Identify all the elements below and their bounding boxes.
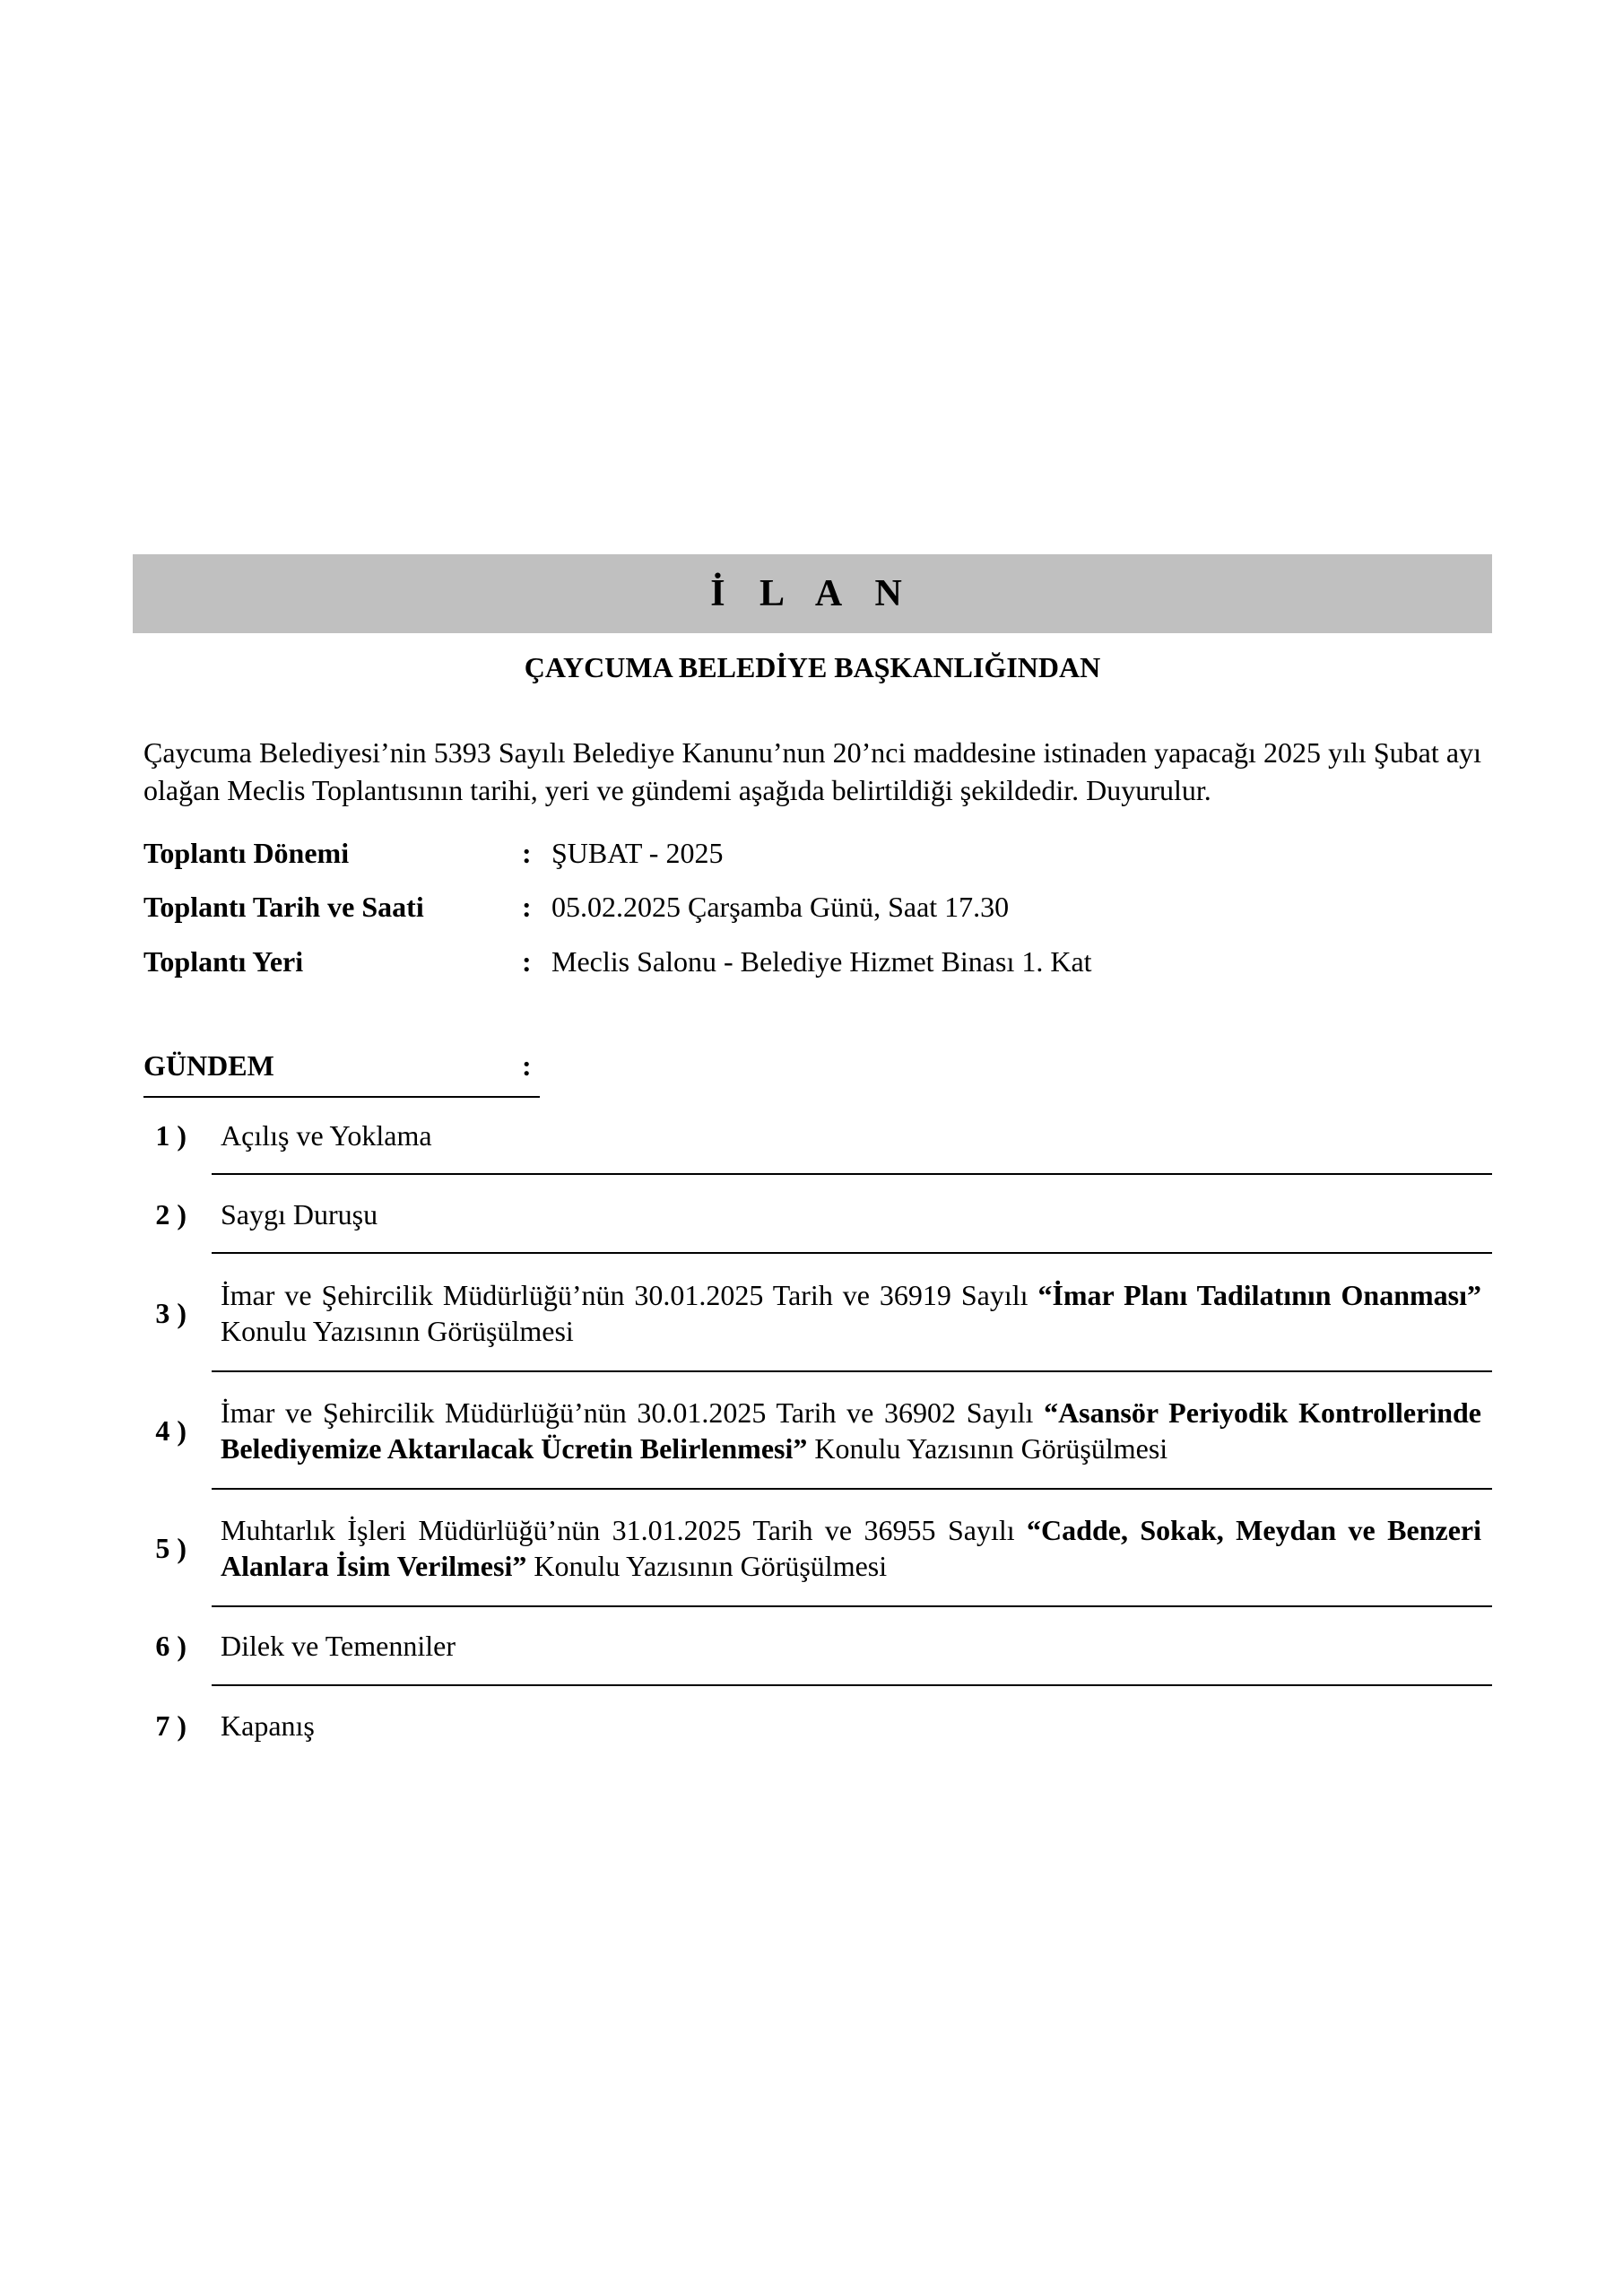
agenda-item-number: 3 ): [155, 1297, 187, 1329]
agenda-divider: [212, 1252, 1492, 1254]
agenda-item-subject: “İmar Planı Tadilatının Onanması”: [1037, 1279, 1482, 1311]
title-bar: [133, 554, 1492, 633]
agenda-item-text: [221, 1395, 1481, 1466]
meeting-period-colon: :: [522, 837, 532, 869]
meeting-date-value: 05.02.2025 Çarşamba Günü, Saat 17.30: [551, 891, 1010, 923]
agenda-item-number: 2 ): [155, 1198, 187, 1231]
meeting-period-value: ŞUBAT - 2025: [551, 837, 724, 869]
organization-heading: ÇAYCUMA BELEDİYE BAŞKANLIĞINDAN: [524, 651, 1101, 683]
agenda-divider: [212, 1605, 1492, 1607]
meeting-date-label: Toplantı Tarih ve Saati: [143, 891, 424, 923]
agenda-item-number: 4 ): [155, 1414, 187, 1447]
agenda-item-number: 1 ): [155, 1119, 187, 1152]
agenda-item-text-pre: İmar ve Şehircilik Müdürlüğü’nün 30.01.2025 Tarih ve 36919 Sayılı: [221, 1279, 1038, 1311]
agenda-item-number: 5 ): [155, 1532, 187, 1564]
meeting-date-colon: :: [522, 891, 532, 923]
agenda-heading-label: GÜNDEM: [143, 1049, 274, 1082]
agenda-item-number: 7 ): [155, 1709, 187, 1742]
agenda-item-text-pre: Muhtarlık İşleri Müdürlüğü’nün 31.01.2025 Tarih ve 36955 Sayılı: [221, 1514, 1028, 1546]
meeting-place-value: Meclis Salonu - Belediye Hizmet Binası 1. Kat: [551, 945, 1092, 978]
page-title: İ L A N: [710, 573, 915, 614]
agenda-divider: [212, 1684, 1492, 1686]
meeting-place-label: Toplantı Yeri: [143, 945, 304, 978]
intro-paragraph: Çaycuma Belediyesi’nin 5393 Sayılı Belediye Kanunu’nun 20’nci maddesine istinaden yapacağı 2025 yılı Şubat ayı olağan Meclis Toplantısının tarihi, yeri ve gündemi aşağıda belirtildiği şekildedir. Duyurulur.: [143, 736, 1481, 806]
agenda-heading-colon: :: [522, 1049, 532, 1082]
agenda-item-subject: “Cadde, Sokak, Meydan ve Benzeri Alanlara İsim Verilmesi”: [221, 1514, 1482, 1582]
agenda-item-text: [221, 1277, 1481, 1349]
agenda-divider: [212, 1173, 1492, 1175]
agenda-item-text: Dilek ve Temenniler: [221, 1630, 456, 1662]
agenda-item-text-post: Konulu Yazısının Görüşülmesi: [221, 1315, 574, 1347]
meeting-place-colon: :: [522, 945, 532, 978]
agenda-item-text-post: Konulu Yazısının Görüşülmesi: [807, 1432, 1168, 1465]
agenda-item-text: Saygı Duruşu: [221, 1198, 378, 1231]
agenda-heading: [143, 1049, 540, 1098]
agenda-item-text-post: Konulu Yazısının Görüşülmesi: [526, 1550, 888, 1582]
agenda-item-text: [221, 1512, 1481, 1584]
agenda-item-text: Kapanış: [221, 1709, 315, 1742]
agenda-item-subject: “Asansör Periyodik Kontrollerinde Belediyemize Aktarılacak Ücretin Belirlenmesi”: [221, 1396, 1482, 1465]
agenda-divider: [212, 1370, 1492, 1372]
agenda-divider: [212, 1488, 1492, 1490]
agenda-item-text: Açılış ve Yoklama: [221, 1119, 432, 1152]
meeting-period-label: Toplantı Dönemi: [143, 837, 350, 869]
agenda-item-text-pre: İmar ve Şehircilik Müdürlüğü’nün 30.01.2025 Tarih ve 36902 Sayılı: [221, 1396, 1045, 1429]
agenda-item-number: 6 ): [155, 1630, 187, 1662]
